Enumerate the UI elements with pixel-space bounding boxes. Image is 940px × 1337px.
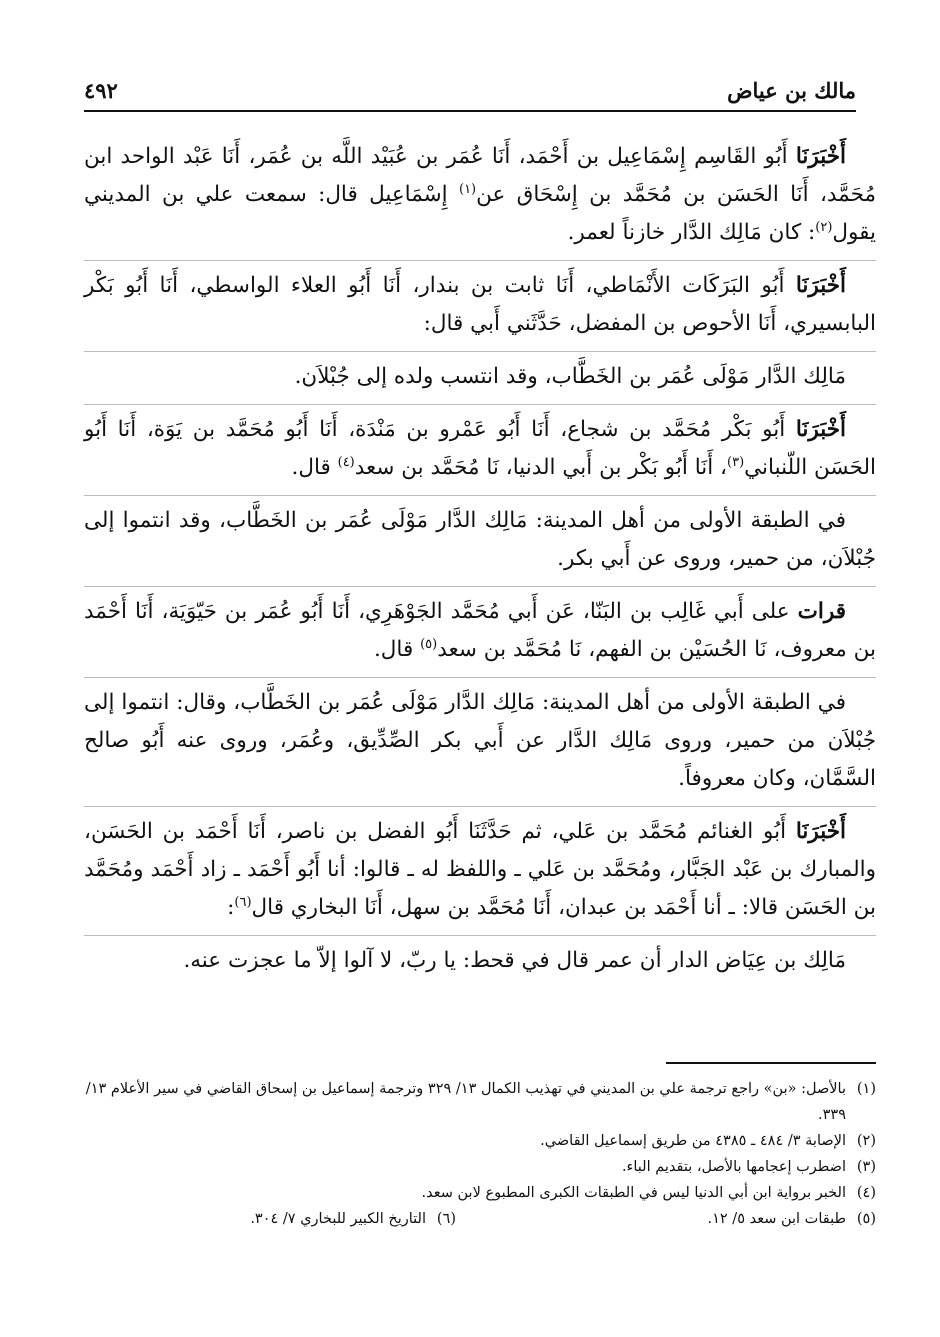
footnote-number: (٤) [856,1185,876,1201]
paragraph-4 [84,404,876,487]
footnote-2 [84,1128,876,1154]
paragraph-8 [84,806,876,927]
footnote-text: التاريخ الكبير للبخاري ٧/ ٣٠٤. [250,1211,426,1227]
paragraph-text: على أَبي غَالِب بن البَنّا، عَن أَبي مُحَمَّد الجَوْهَرِي، أَنَا أَبُو عُمَر بن حَيّوَيَة، أَنَا أَحْمَد بن معروف، نَا الحُسَيْن بن الفهم، نَا مُحَمَّد بن سعد [84,599,876,662]
running-title: مالك بن عياض [727,77,856,103]
footnote-ref[interactable]: (٣) [727,454,745,470]
footnote-number: (٥) [856,1211,876,1227]
main-text [84,138,876,980]
paragraph-text: أَبُو القَاسِم إِسْمَاعِيل بن أَحْمَد، أَنَا عُمَر بن عُبَيْد اللَّه بن عُمَر، أَنَا عَبْد الواحد ابن مُحَمَّد، أَنَا الحَسَن بن مُحَمَّد بن إِسْحَاق عن [84,144,876,207]
paragraph-3 [84,351,876,396]
keyword: أَخْبَرَنَا [795,144,846,169]
paragraph-text: مَالِك بن عِيَاض الدار أن عمر قال في قحط: يا ربّ، لا آلوا إلاّ ما عجزت عنه. [183,948,846,973]
paragraph-6 [84,586,876,669]
keyword: أَخْبَرَنَا [795,417,846,442]
keyword: أَخْبَرَنَا [795,273,846,298]
paragraph-1 [84,138,876,252]
footnote-text: طبقات ابن سعد ٥/ ١٢. [707,1211,846,1227]
paragraph-text: : كان مَالِك الدَّار خازناً لعمر. [567,220,816,245]
footnote-ref[interactable]: (٦) [234,894,252,910]
footnote-6 [36,1206,456,1232]
footnote-text: اضطرب إعجامها بالأصل، بتقديم الباء. [621,1159,846,1175]
paragraph-text: في الطبقة الأولى من أهل المدينة: مَالِك الدَّار مَوْلَى عُمَر بن الخَطَّاب، وقال: انتموا إلى جُبْلاَن من حمير، وروى مَالِك الدَّار عن أَبي بكر الصِّدِّيق، وعُمَر، وروى عنه أَبُو صالح السَّمَّان، وكان معروفاً. [84,690,876,791]
footnote-ref[interactable]: (٥) [420,636,438,652]
footnote-text: الإصابة ٣/ ٤٨٤ ـ ٤٣٨٥ من طريق إسماعيل القاضي. [540,1133,846,1149]
paragraph-9 [84,935,876,980]
page-number: ٤٩٢ [84,77,118,103]
footnote-row [84,1206,876,1232]
footnote-ref[interactable]: (٤) [337,454,355,470]
paragraph-text: قال. [373,637,421,662]
paragraph-text: أَبُو الغنائم مُحَمَّد بن عَلي، ثم حَدَّثَنَا أَبُو الفضل بن ناصر، أَنَا أَحْمَد بن الحَسَن، والمبارك بن عَبْد الجَبَّار، ومُحَمَّد بن عَلي ـ واللفظ له ـ قالوا: أنا أَبُو أَحْمَد ـ زاد أَحْمَد ومُحَمَّد بن الحَسَن قالا: ـ أنا أَحْمَد بن عبدان، أَنَا مُحَمَّد بن سهل، أَنَا البخاري قال [84,819,876,920]
keyword: أَخْبَرَنَا [795,819,846,844]
paragraph-text: : [227,895,235,920]
footnote-3 [84,1154,876,1180]
keyword: قرات [797,599,846,624]
footnote-5 [456,1206,876,1232]
page-header [84,70,856,112]
paragraph-2 [84,260,876,343]
paragraph-7 [84,677,876,798]
paragraph-5 [84,495,876,578]
paragraph-text: أَبُو البَرَكَات الأَنْمَاطي، أَنَا ثابت بن بندار، أَنَا أَبُو العلاء الواسطي، أَنَا أَبُو بَكْر البابسيري، أَنَا الأحوص بن المفضل، حَدَّثَني أَبي قال: [84,273,876,336]
footnote-1 [84,1076,876,1128]
footnote-text: الخبر برواية ابن أبي الدنيا ليس في الطبقات الكبرى المطبوع لابن سعد. [421,1185,846,1201]
footnote-text: بالأصل: «بن» راجع ترجمة علي بن المديني في تهذيب الكمال ١٣/ ٣٢٩ وترجمة إسماعيل بن إسحاق القاضي في سير الأعلام ١٣/ ٣٣٩. [85,1081,846,1123]
footnote-4 [84,1180,876,1206]
footnote-ref[interactable]: (١) [458,181,477,197]
paragraph-text: إِسْمَاعِيل قال: سمعت علي بن المديني يقول [84,182,876,245]
paragraph-text: في الطبقة الأولى من أهل المدينة: مَالِك الدَّار مَوْلَى عُمَر بن الخَطَّاب، وقد انتموا إلى جُبْلاَن، من حمير، وروى عن أَبي بكر. [84,508,876,571]
paragraph-text: قال. [291,455,338,480]
footnotes [84,1076,876,1232]
footnote-number: (٢) [856,1133,876,1149]
footnote-number: (٦) [436,1211,456,1227]
footnote-number: (١) [856,1081,876,1097]
paragraph-text: مَالِك الدَّار مَوْلَى عُمَر بن الخَطَّاب، وقد انتسب ولده إلى جُبْلاَن. [294,364,846,389]
paragraph-text: ، أَنَا أَبُو بَكْر بن أَبي الدنيا، نَا مُحَمَّد بن سعد [354,455,727,480]
footnote-divider [666,1062,876,1064]
footnote-ref[interactable]: (٢) [815,219,833,235]
paragraph-text: أَبُو بَكْر مُحَمَّد بن شجاع، أَنَا أَبُو عَمْرو بن مَنْدَة، أَنَا أَبُو مُحَمَّد بن يَوَة، أَنَا أَبُو الحَسَن اللّنباني [84,417,876,480]
footnote-number: (٣) [856,1159,876,1175]
